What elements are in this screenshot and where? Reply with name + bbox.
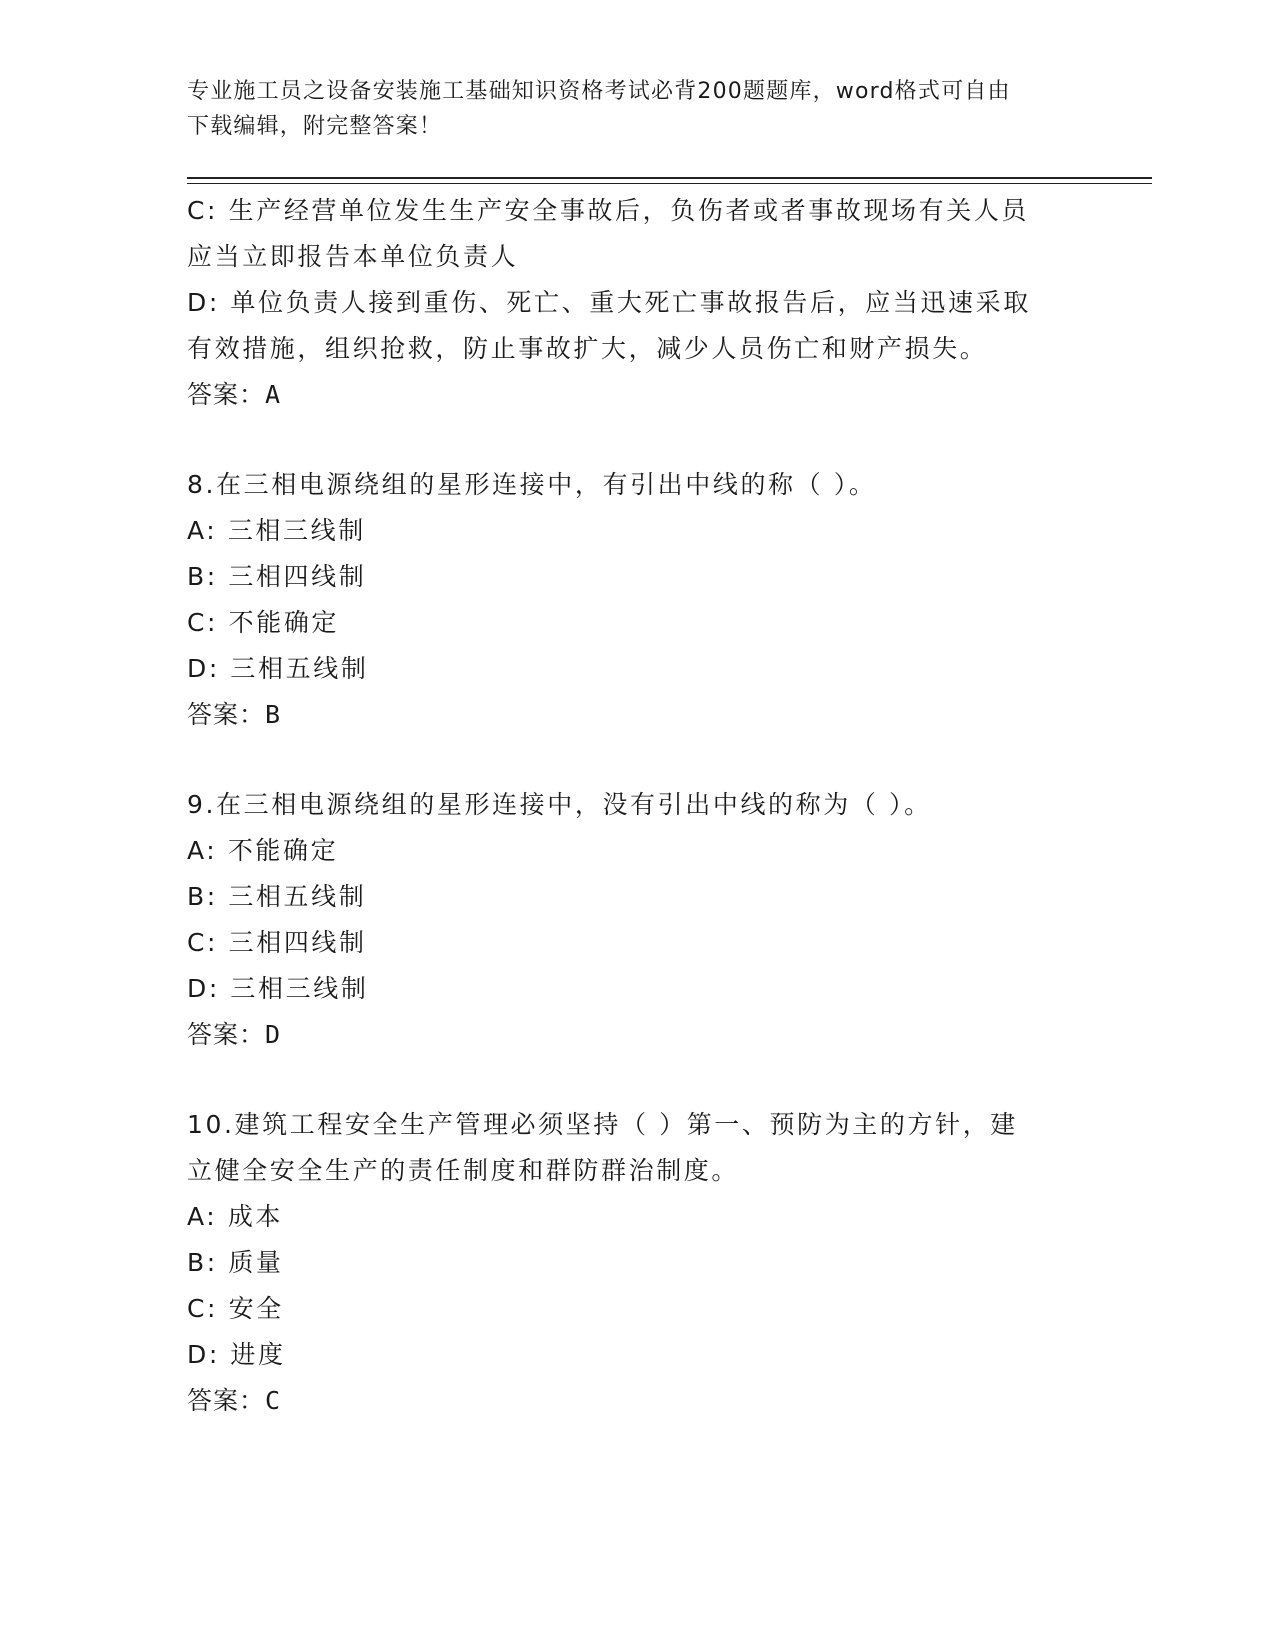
question-8 — [187, 462, 1067, 738]
question-stem: 8.在三相电源绕组的星形连接中，有引出中线的称（ ）。 — [187, 470, 877, 499]
document-header — [187, 74, 1067, 144]
option-b: B: 质量 — [187, 1248, 284, 1277]
question-7-continued — [187, 188, 1067, 418]
option-b: B: 三相四线制 — [187, 562, 367, 591]
answer-line: 答案：B — [187, 700, 282, 729]
spacer — [187, 1058, 1067, 1102]
option-c: C: 安全 — [187, 1294, 284, 1323]
option-c: C: 不能确定 — [187, 608, 340, 637]
option-c: C: 三相四线制 — [187, 928, 367, 957]
header-divider-thick — [187, 177, 1152, 179]
answer-line: 答案：D — [187, 1020, 282, 1049]
question-stem-line-1: 10.建筑工程安全生产管理必须坚持（ ）第一、预防为主的方针，建 — [187, 1110, 1018, 1139]
option-d: D: 三相五线制 — [187, 654, 369, 683]
option-d-line-2: 有效措施，组织抢救，防止事故扩大，减少人员伤亡和财产损失。 — [187, 334, 988, 363]
document-body — [187, 188, 1067, 1424]
question-10 — [187, 1102, 1067, 1424]
question-stem: 9.在三相电源绕组的星形连接中，没有引出中线的称为（ ）。 — [187, 790, 932, 819]
header-divider-thin — [187, 183, 1152, 184]
question-stem-line-2: 立健全安全生产的责任制度和群防群治制度。 — [187, 1156, 740, 1185]
option-c-line-1: C: 生产经营单位发生生产安全事故后，负伤者或者事故现场有关人员 — [187, 196, 1030, 225]
option-c-line-2: 应当立即报告本单位负责人 — [187, 242, 519, 271]
spacer — [187, 738, 1067, 782]
option-d: D: 三相三线制 — [187, 974, 369, 1003]
answer-line: 答案：A — [187, 380, 282, 409]
option-b: B: 三相五线制 — [187, 882, 367, 911]
header-line-1: 专业施工员之设备安装施工基础知识资格考试必背200题题库，word格式可自由 — [187, 79, 1011, 104]
header-line-2: 下载编辑，附完整答案！ — [187, 114, 443, 139]
option-a: A: 成本 — [187, 1202, 284, 1231]
spacer — [187, 418, 1067, 462]
question-9 — [187, 782, 1067, 1058]
option-d: D: 进度 — [187, 1340, 286, 1369]
answer-line: 答案：C — [187, 1386, 282, 1415]
option-a: A: 不能确定 — [187, 836, 339, 865]
option-d-line-1: D: 单位负责人接到重伤、死亡、重大死亡事故报告后，应当迅速采取 — [187, 288, 1031, 317]
option-a: A: 三相三线制 — [187, 516, 366, 545]
